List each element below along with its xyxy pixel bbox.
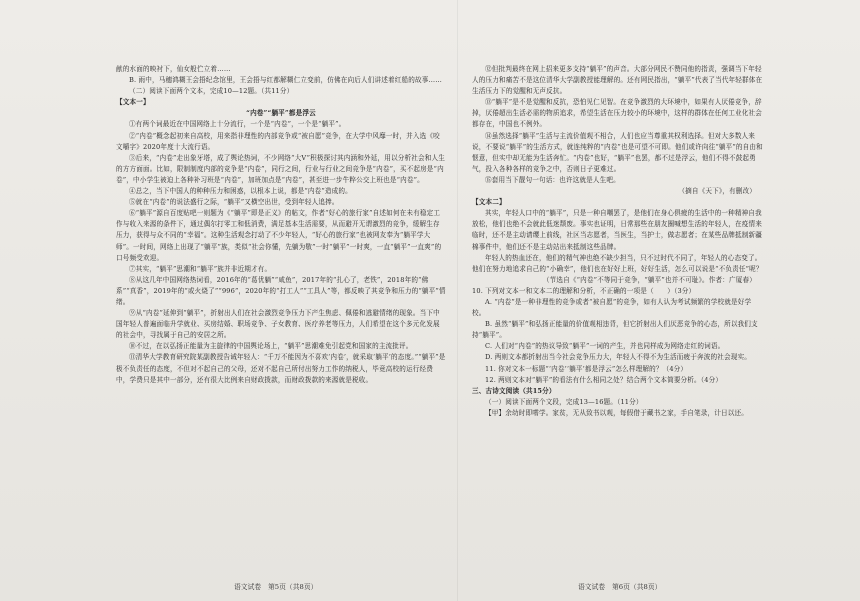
para: ⑪清华大学教育研究院某副教授告诫年轻人：“千万不能因为不喜欢‘内卷’，就采取‘躺平’的态度。”“躺平”是极不负责任的态度，不但对不起自己的父母，还对不起自己所付出努力工作的纳税人，毕竟高校的运行经费中，学费只是其中一部分，还有很大比例来自财政拨款，而财政拨款的来源就是税收。 (116, 353, 446, 384)
page-6-footer: 语文试卷 第6页（共8页） (578, 583, 662, 591)
text-two-tag: 【文本二】 (472, 198, 506, 207)
para: ⑨从“内卷”延伸到“躺平”，折射出人们在社会激烈竞争压力下产生焦虑、佩倦和逃避情绪的现象。当下中国年轻人普遍面临升学就业、买房结婚、职场竞争、子女教育、医疗养老等压力，人们希望在这个多元化发展的社会中，寻找属于自己的安居之所。 (116, 309, 440, 340)
para: ⑫但批判最终在网上招来更多支持“躺平”的声音。大部分网民不赞同他的指责，强调当下年轻人的压力和痛苦不是这位清华大学副教授能理解的。还有网民指出，“躺平”代表了当代年轻群体在生活压力下的觉醒和无声反抗。 (472, 65, 763, 96)
page-fold (457, 0, 458, 601)
section-three-heading: 三、古诗文阅读（共15分） (472, 386, 556, 395)
para: ⑭虽然选择“躺平”生活与主流价值观不相合，人们也应当尊重其权利选择。但对大多数人来说，不要说“躺平”的生活方式，就连纯粹的“内卷”也是可望不可即。他们或许向往“躺平”的自由和惬意，但实中却无能为生活奔忙。“内卷”也好，“躺平”也罢，都不过是浮云，他们不得不鼓起勇气，投入各种各样的竞争之中，否则日子更难过。 (472, 131, 763, 173)
para: 其实，年轻人口中的“躺平”，只是一种自嘲罢了，是他们在身心俱疲的生活中的一种精神自我放松，他们也绝不会就此低迷颓废。事实也证明，日常那些在朋友圈喊想生活的年轻人，在疫情来临时，还不是主动请缨上前线，社区当志愿者，当医生，当护士，做志愿者；在某些品牌抵制新疆棉事件中，他们还不是主动站出来抵制这些品牌。 (472, 209, 762, 251)
para: ②“内卷”概念起初来自高校，用来指非理性的内部竞争或“被自愿”竞争，在大学中风靡一时，并入选《咬文嚼字》2020年度十大流行语。 (116, 131, 440, 151)
option-c: C. 人们对“内卷”的热议导致“躺平”一词的产生，并也同样成为网络走红的词语。 (485, 342, 725, 351)
para: 年轻人的热血还在，他们的精气神也绝不缺少担当，只不过时代不同了，年轻人的心态变了。他们在努力地追求自己的“小确幸”，他们也在好好上班，好好生活，怎么可以说是“不负责任”呢？ (472, 253, 763, 273)
para: ⑮套用当下靓句一句话：也许这就是人生吧。 (485, 175, 620, 184)
section-instruction: （一）阅读下面两个文段，完成13—16题。（11分） (485, 397, 643, 406)
para: ⑧从这几年中国网络热词看，2016年的“葛优躺”“咸鱼”，2017年的“扎心了，老铁”，2018年的“佛系”“真香”，2019年的“或火烧了”“996”，2020年的“打工人”“工具人”等，都反映了其竞争和压力的“躺平”情绪。 (116, 275, 446, 306)
option-a: A. “内卷”是一种非理性的竞争或者“被自愿”的竞争，如有人认为考试频繁的学校就是好学校。 (472, 297, 752, 318)
section-instruction: （二）阅读下面两个文本，完成10—12题。（共11分） (129, 87, 294, 96)
para: ①有两个词最近在中国网络上十分流行，一个是“内卷”，一个是“躺平”。 (129, 120, 346, 129)
question-10: 10. 下列对文本一和文本二的理解和分析，不正确的一项是（ ）（3分） (472, 286, 696, 295)
para: ⑩不过，在以弘扬正能量为主旋律的中国舆论场上，“躺平”思潮难免引起党和国家的主流批评。 (129, 342, 413, 351)
para: ⑦其实，“躺平”思潮和“躺平”族并非近期才有。 (129, 264, 272, 273)
para: ⑤就在“内卷”的说法盛行之际，“躺平”又横空出世，受到年轻人追捧。 (129, 198, 339, 207)
page-5-footer: 语文试卷 第5页（共8页） (234, 583, 318, 591)
source-note: （摘自《天下》，有删改） (678, 187, 756, 196)
page-5-column (116, 64, 446, 574)
para: ③后来，“内卷”走出象牙塔，成了舆论热词，不少网络“大V”积极探讨其内涵和外延，用以分析社会和人生的方方面面。比如，限制制度内部的竞争是“内卷”，同行之间，行业与行业之间竞争是“内卷”，买不起房是“内卷”，中小学生被迫上各种补习班是“内卷”，加班加点是“内卷”，甚至进一步牛粹公交上班也是“内卷”。 (116, 153, 445, 184)
passage-jia: 【甲】余幼时即嗜学。家贫，无从致书以观，每假借于藏书之家，手自笔录，计日以还。 (485, 408, 749, 417)
option-d: D. 两则文本都折射出当今社会竞争压力大，年轻人不得不为生活而疲于奔波的社会现实。 (485, 353, 751, 362)
para: ④总之，当下中国人的种种压力和困惑，以根本上说，都是“内卷”造成的。 (129, 187, 352, 196)
source-note: （节选自《“内卷”不等同于竞争，“躺平”也并不可耻》。作者：广厦春） (542, 275, 756, 284)
page-6-column (472, 64, 764, 574)
para: ⑬“躺平”是不是觉醒和反抗，恐怕见仁见智。在竞争激烈的大环境中，如果有人厌倦竞争，辞掉，厌倦超出生活必需的物质追求，希望生活在压力较小的环境中，这样的群体在任何工业化社会都存在，中国也不例外。 (472, 98, 762, 129)
para: B. 雨中，马穗鸿糊王会捂纪念馆里，王会捂与红都解糊仁立变前，仿佛在向后人们讲述着红船的故事…… (129, 76, 442, 85)
option-b: B. 虽然“躺平”和弘扬正能量的价值观相违背，但它折射出人们厌恶竞争的心态，所以我们支持“躺平”。 (472, 320, 758, 340)
article-title: “内卷”“躺平”都是浮云 (246, 109, 316, 118)
para: 献的水面的映衬下，仙女般伫立着…… (116, 65, 231, 73)
question-11: 11. 你对文本一标题“‘内卷’‘躺平’都是浮云”怎么样理解的？（4分） (485, 364, 688, 373)
question-12: 12. 两则文本对“躺平”的看法有什么相同之处？结合两个文本简要分析。（4分） (485, 375, 723, 384)
para: ⑥“躺平”源自百度贴吧一则题为《“躺平”即是正义》的帖文，作者“好心的旅行家”自述如何在未有稳定工作与收入来源的条件下，通过偶尔打零工和低消费，满足基本生活需要，从而避开无谓激烈的竞争，缓解生存压力，获得与众不同的“幸福”。这种生活观念打动了不少年轻人，“好心的旅行家”也被网友奉为“躺平学大师”。一时间，网络上出现了“躺平”族，类似“社会你懂，先躺为敬”一时“躺平”一时爽，一直“躺平”一直爽”的口号频受欢迎。 (116, 209, 442, 262)
text-one-tag: 【文本一】 (116, 98, 150, 107)
